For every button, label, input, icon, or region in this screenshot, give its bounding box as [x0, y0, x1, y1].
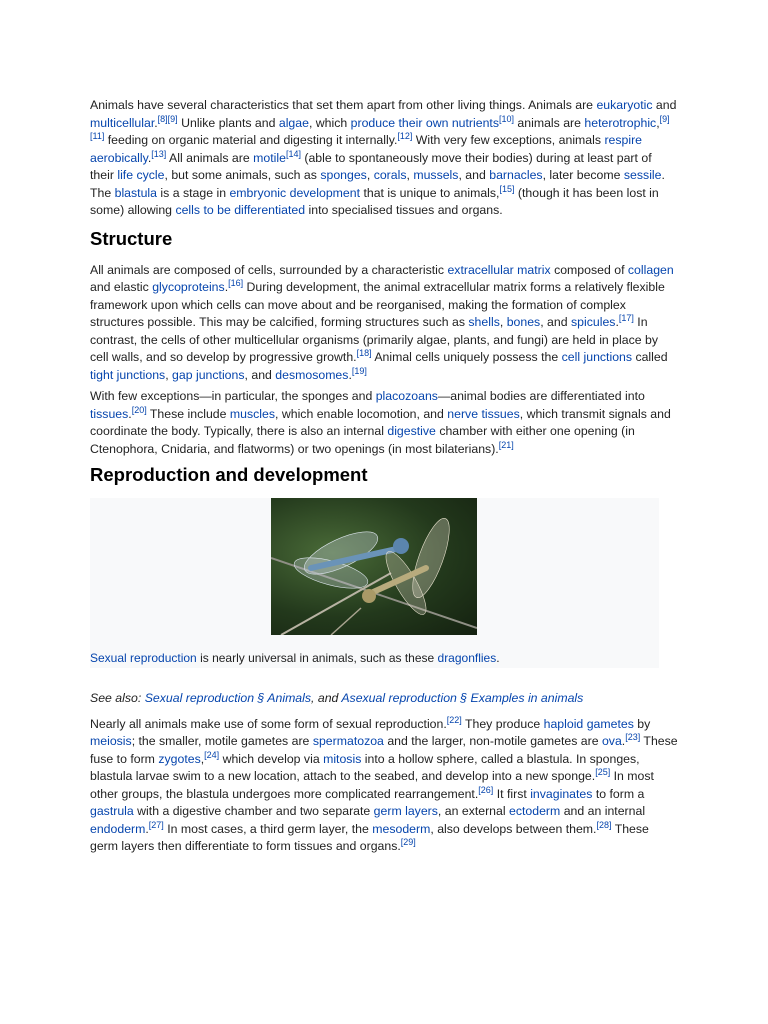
wiki-link[interactable]: digestive [387, 424, 436, 438]
text-run: composed of [550, 262, 628, 277]
text-run: , [200, 751, 205, 766]
text-run: and the larger, non-motile gametes are [383, 734, 602, 748]
text-run: feeding on organic material and digesting it internally. [104, 133, 398, 147]
text-run: , also develops between them. [430, 821, 597, 836]
text-run: With very few exceptions, animals [412, 133, 605, 147]
text-run: During development, the animal extracellular matrix forms a relatively flexible framework upon which cells can move about and be reorganised, making the formation of complex structures possible. This may be calcified, forming structures such as [90, 280, 665, 329]
citation [478, 784, 493, 794]
wiki-link[interactable]: blastula [114, 185, 157, 200]
heading-structure: Structure [90, 227, 173, 249]
text-run: , which enable locomotion, and [275, 406, 448, 421]
dragonflies-image [271, 498, 477, 635]
text-run: , [499, 315, 507, 329]
wiki-link[interactable]: collagen [627, 262, 674, 277]
text-run: and an internal [560, 804, 646, 818]
wiki-link[interactable]: gastrula [90, 804, 134, 818]
wiki-link[interactable]: germ layers [373, 804, 438, 818]
text-run: Unlike plants and [177, 115, 279, 130]
citation [499, 113, 514, 123]
figure-dragonflies [90, 498, 659, 668]
wiki-link[interactable]: cell junctions [561, 350, 633, 364]
citation-link[interactable]: [13] [151, 148, 167, 159]
citation-link[interactable]: [21] [498, 439, 514, 450]
see-also-hatnote [90, 690, 678, 708]
citation [499, 183, 514, 193]
text-run: . [128, 406, 132, 421]
text-run: and [652, 98, 677, 112]
wiki-link[interactable]: tight junctions [90, 367, 166, 382]
wiki-link[interactable]: sponges [320, 168, 367, 182]
citation [286, 148, 301, 158]
wiki-link[interactable]: bones [506, 315, 541, 329]
citation-link[interactable]: [20] [131, 404, 147, 415]
citation [204, 749, 219, 759]
citation-link[interactable]: [25] [595, 766, 611, 777]
text-run: to form a [592, 786, 645, 801]
citation [397, 131, 412, 141]
text-run: —animal bodies are differentiated into [437, 389, 645, 403]
text-run: These fuse to form [90, 734, 678, 766]
text-run: It first [493, 786, 531, 801]
wiki-link[interactable]: mesoderm [372, 821, 431, 836]
citation [132, 404, 147, 414]
text-run: into specialised tissues and organs. [305, 203, 503, 217]
text-run: They produce [461, 716, 544, 731]
citation [151, 148, 166, 158]
citation [499, 439, 514, 449]
wiki-link[interactable]: life cycle [117, 168, 165, 182]
text-run: Animal cells uniquely possess the [371, 350, 562, 364]
citation [625, 732, 640, 742]
text-run: animals are [514, 115, 585, 130]
text-run: into a hollow sphere, called a blastula. In sponges, blastula larvae swim to a new location, attach to the seabed, and develop into a new sponge. [90, 751, 640, 783]
citation-link[interactable]: [18] [356, 347, 372, 358]
wiki-link[interactable]: glycoproteins [152, 280, 225, 294]
article-content [90, 97, 678, 856]
wiki-link[interactable]: barnacles [489, 168, 543, 182]
wiki-link[interactable]: heterotrophic [584, 115, 657, 130]
reproduction-paragraph [90, 716, 678, 856]
text-run: that is unique to animals, [360, 185, 500, 200]
wiki-link[interactable]: Sexual reproduction § Animals [144, 691, 312, 705]
text-run: . [147, 150, 152, 165]
wiki-link[interactable]: algae [278, 115, 309, 130]
text-run: ; the smaller, motile gametes are [131, 734, 313, 748]
citation-link[interactable]: [17] [618, 312, 634, 323]
wiki-link[interactable]: produce their own nutrients [350, 115, 499, 130]
citation [149, 819, 164, 829]
wiki-link[interactable]: spicules [571, 315, 616, 329]
intro-paragraph [90, 97, 678, 220]
text-run: In most other groups, the blastula undergoes more complicated rearrangement. [90, 769, 654, 801]
text-run: These include [146, 406, 230, 421]
text-run: Nearly all animals make use of some form of sexual reproduction. [90, 716, 447, 731]
wiki-link[interactable]: motile [253, 150, 286, 165]
text-run: With few exceptions—in particular, the sponges and [90, 389, 376, 403]
text-run: , [656, 115, 660, 130]
wiki-link[interactable]: haploid [543, 716, 584, 731]
wiki-link[interactable]: embryonic development [229, 185, 361, 200]
text-run: . [496, 651, 500, 665]
text-run: , [366, 168, 374, 182]
wiki-link[interactable]: gap junctions [172, 367, 245, 382]
text-run: , which transmit signals and coordinate the body. Typically, there is also an internal [90, 406, 671, 438]
citation-link[interactable]: [15] [499, 183, 515, 194]
citation [595, 767, 610, 777]
citation [401, 837, 416, 847]
wiki-link[interactable]: ova [601, 734, 622, 748]
wiki-link[interactable]: nerve tissues [447, 406, 520, 421]
wiki-link[interactable]: Sexual reproduction [90, 651, 197, 665]
wiki-link[interactable]: gametes [586, 716, 634, 731]
citation [228, 278, 243, 288]
citation-link[interactable]: [27] [148, 819, 164, 830]
figure-caption [90, 651, 500, 666]
wiki-link[interactable]: corals [373, 168, 407, 182]
text-run: In contrast, the cells of other multicellular organisms (primarily algae, plants, and fungi) are held in place by cell walls, and so develop by progressive growth. [90, 315, 658, 364]
citation [619, 313, 634, 323]
text-run: All animals are [166, 150, 254, 165]
text-run: These germ layers then differentiate to form tissues and organs. [90, 821, 649, 853]
wiki-link[interactable]: Asexual reproduction § Examples in animals [341, 691, 584, 705]
wiki-link[interactable]: cells to be differentiated [175, 203, 306, 217]
citation-link[interactable]: [9][11] [90, 113, 670, 141]
text-run: , [165, 367, 173, 382]
citation-link[interactable]: [8][9] [157, 113, 178, 124]
citation [447, 714, 462, 724]
text-run: . The [90, 168, 665, 200]
wiki-link[interactable]: ectoderm [509, 804, 561, 818]
text-run: which develop via [219, 751, 324, 766]
wiki-link[interactable]: zygotes [158, 751, 201, 766]
text-run: , which [308, 115, 351, 130]
text-run: In most cases, a third germ layer, the [163, 821, 373, 836]
wiki-link[interactable]: meiosis [90, 734, 132, 748]
wiki-link[interactable]: extracellular matrix [447, 262, 551, 277]
wiki-link[interactable]: desmosomes [275, 367, 349, 382]
text-run: , [406, 168, 414, 182]
heading-reproduction: Reproduction and development [90, 464, 368, 485]
structure-paragraph-1 [90, 262, 678, 385]
text-run: is a stage in [157, 185, 230, 200]
citation-link[interactable]: [28] [596, 819, 612, 830]
citation [158, 113, 178, 123]
text-run: See also: [90, 691, 145, 705]
text-run: , an external [437, 804, 510, 818]
text-run: (able to spontaneously move their bodies) during at least part of their [90, 150, 652, 182]
wiki-link[interactable]: eukaryotic [596, 98, 653, 112]
citation-link[interactable]: [10] [499, 113, 515, 124]
text-run: All animals are composed of cells, surrounded by a characteristic [90, 262, 448, 277]
wiki-link[interactable]: mussels [413, 168, 459, 182]
wiki-link[interactable]: respire aerobically [90, 133, 643, 165]
text-run: , and [244, 367, 276, 382]
citation-link[interactable]: [16] [228, 277, 244, 288]
wiki-link[interactable]: placozoans [375, 389, 438, 403]
text-run: . [615, 315, 619, 329]
citation-link[interactable]: [29] [400, 836, 416, 847]
citation-link[interactable]: [12] [397, 130, 413, 141]
text-run: by [633, 716, 651, 731]
wiki-link[interactable]: endoderm [90, 821, 146, 836]
citation [357, 348, 372, 358]
citation-link[interactable]: [23] [625, 731, 641, 742]
text-run: , and [311, 691, 342, 705]
structure-paragraph-2 [90, 388, 678, 458]
text-run: Animals have several characteristics that set them apart from other living things. Animals are [90, 98, 597, 112]
text-run: with a digestive chamber and two separate [133, 804, 374, 818]
citation-link[interactable]: [22] [446, 714, 462, 725]
text-run: , but some animals, such as [164, 168, 321, 182]
citation [352, 365, 367, 375]
citation-link[interactable]: [24] [204, 749, 220, 760]
wiki-link[interactable]: mitosis [323, 751, 362, 766]
text-run: , and [458, 168, 490, 182]
citation-link[interactable]: [14] [285, 148, 301, 159]
text-run: (though it has been lost in some) allowing [90, 185, 659, 217]
citation-link[interactable]: [19] [351, 365, 367, 376]
wiki-link[interactable]: dragonflies [437, 651, 497, 665]
wiki-link[interactable]: multicellular [90, 115, 155, 130]
text-run: chamber with either one opening (in Ctenophora, Cnidaria, and flatworms) or two openings (in most bilaterians). [90, 424, 635, 456]
wiki-link[interactable]: sessile [623, 168, 662, 182]
citation [596, 819, 611, 829]
wiki-link[interactable]: spermatozoa [312, 734, 384, 748]
text-run: , and [540, 315, 571, 329]
wiki-link[interactable]: shells [468, 315, 500, 329]
text-run: is nearly universal in animals, such as these [196, 651, 438, 665]
text-run: . [224, 280, 229, 294]
text-run: called [632, 350, 668, 364]
wiki-link[interactable]: tissues [90, 406, 129, 421]
citation-link[interactable]: [26] [478, 784, 494, 795]
text-run: and elastic [90, 280, 153, 294]
wiki-link[interactable]: invaginates [530, 786, 593, 801]
text-run: . [621, 734, 626, 748]
text-run: . [348, 367, 352, 382]
dragonflies-photo[interactable] [271, 498, 477, 635]
wiki-link[interactable]: muscles [229, 406, 276, 421]
text-run: . [145, 821, 149, 836]
text-run: . [154, 115, 158, 130]
text-run: , later become [542, 168, 624, 182]
